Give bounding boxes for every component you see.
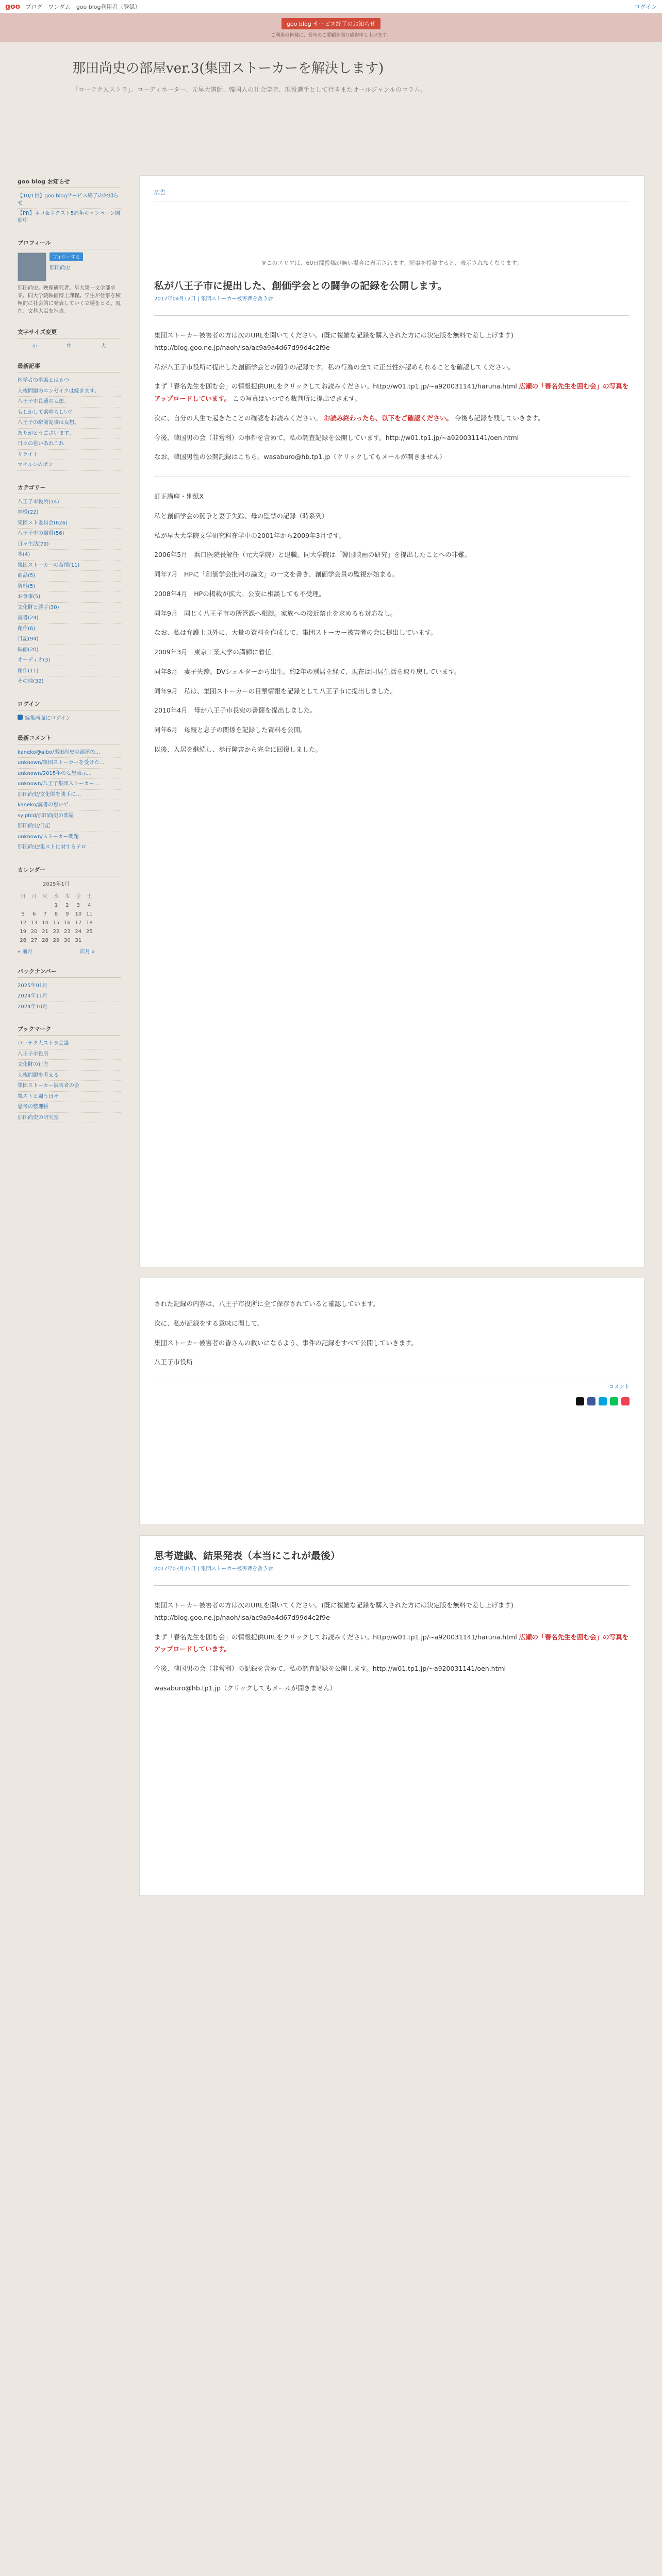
line-share-icon[interactable] — [610, 1397, 618, 1405]
category-item[interactable]: 集団ストーカーの苦情(11) — [18, 561, 121, 571]
backnumber-item[interactable]: 2024年10月 — [18, 1002, 121, 1013]
comment-item[interactable]: unknown/八王子集団ストーカー... — [18, 779, 121, 790]
category-item[interactable]: その他(32) — [18, 676, 121, 687]
bookmark-item[interactable]: 人権問題を考える — [18, 1071, 121, 1081]
bookmark-item[interactable]: ローテク人ストラ会議 — [18, 1039, 121, 1049]
hatena-share-icon[interactable] — [599, 1397, 607, 1405]
cal-day: 14 — [42, 920, 48, 926]
cal-day: 2 — [65, 902, 69, 908]
profile-name[interactable]: 那田尚史 — [49, 265, 70, 271]
paragraph: 私と創価学会の闘争と妻子失踪、母の監禁の記録（時系列） — [154, 512, 328, 520]
calendar-title: カレンダー — [18, 863, 121, 876]
cal-day: 29 — [53, 937, 60, 943]
paragraph: 同年6月 母親と息子の関係を記録した資料を公開。 — [154, 726, 307, 734]
login-link-side[interactable]: 編集画面にログイン — [25, 715, 71, 721]
backnumber-box — [18, 965, 121, 1013]
entry-title[interactable]: 私が八王子市に提出した、創価学会との闘争の記録を公開します。 — [154, 280, 448, 292]
cal-day: 12 — [20, 920, 27, 926]
cal-day — [18, 901, 28, 910]
cal-day: 30 — [64, 937, 71, 943]
blog-header — [0, 42, 662, 107]
calendar-month: 2025年1月 — [43, 881, 70, 887]
paragraph: 今後、韓国男の会（非営利）の記録を含めて、私の調査記録を公開します。http://w01.tp1.jp/~a920031141/oen.html — [154, 1665, 506, 1672]
recent-item[interactable]: マチルンのボン — [18, 460, 121, 471]
main-column — [139, 175, 644, 1896]
cal-day: 31 — [75, 937, 82, 943]
cal-day: 4 — [88, 902, 91, 908]
textsize-large-button[interactable]: 大 — [101, 344, 106, 349]
signature: 八王子市役所 — [154, 1358, 193, 1366]
cal-day: 20 — [30, 928, 38, 935]
comment-item[interactable]: kaneko@aibo/那田尚史の部屋の... — [18, 748, 121, 758]
paragraph: 今後、韓国男の会（非営利）の事件を含めて、私の調査記録を公開しています。http://w01.tp1.jp/~a920031141/oen.html — [154, 433, 519, 442]
weekday: 水 — [53, 893, 59, 900]
category-item[interactable]: 読書(24) — [18, 613, 121, 624]
cal-day: 22 — [53, 928, 60, 935]
paragraph: 次に、私が記録をする意味に関して。 — [154, 1319, 264, 1327]
comment-item[interactable]: 那田尚史/日記 — [18, 821, 121, 832]
goo-logo[interactable]: goo — [5, 2, 21, 11]
profile-text: 那田尚史。映像研究者。早大第一文学部卒業。同大学院映画博士課程。学生が仕事を積極的に社会的に発表していく立場をとる。現在、文科大臣を担当。 — [18, 285, 121, 314]
weekday: 月 — [31, 893, 37, 900]
cal-day — [40, 901, 51, 910]
cal-day: 8 — [54, 911, 58, 917]
comment-item[interactable]: unknown/集団ストーカーを受けた... — [18, 758, 121, 769]
cal-day: 5 — [21, 911, 25, 917]
cal-day: 25 — [86, 928, 93, 935]
recent-item[interactable]: 八王子市長選の妄想。 — [18, 397, 121, 408]
cal-day — [84, 936, 95, 945]
calendar-next-link[interactable]: 次月 » — [79, 948, 95, 955]
paragraph: 2010年4月 母が八王子市長宛の書簡を提出しました。 — [154, 706, 317, 715]
recent-item[interactable]: 八王子の駅前記事は妄想。 — [18, 418, 121, 429]
paragraph: 集団ストーカー被害者の方は次のURLを開いてください。(既に複雑な記録を購入された方には決定版を無料で差し上げます) http://blog.goo.ne.jp/naoh/isa/ac9a9a4d67d99d4c2f9e — [154, 331, 514, 351]
goo-top-bar — [0, 0, 662, 13]
cal-day: 3 — [76, 902, 80, 908]
text-run: まず「春名先生を囲む会」の情報提供URLをクリックしてお読みください。http://w01.tp1.jp/~a920031141/haruna.html — [154, 1633, 517, 1641]
cal-day: 11 — [86, 911, 93, 917]
paragraph: 集団ストーカー被害者の皆さんの救いになるよう、事件の記録をすべて公開していきます。 — [154, 1338, 418, 1347]
comment-link[interactable]: コメント — [609, 1384, 630, 1390]
paragraph: 同年8月 妻子失踪。DVシェルターから出生。約2年の別居を経て、現在は同居生活を取り戻しています。 — [154, 667, 461, 675]
calendar-grid — [18, 890, 95, 945]
bookmark-item[interactable]: 集団ストーカー被害者の会 — [18, 1081, 121, 1092]
paragraph: 2008年4月 HPの掲載が拡大。公安に相談しても不受理。 — [154, 589, 325, 598]
cal-day: 26 — [20, 937, 27, 943]
text-run: 次に、自分の人生で起きたことの確認をお読みください。 — [154, 414, 322, 422]
blog-title[interactable]: 那田尚史の部屋ver.3(集団ストーカーを解決します) — [72, 61, 384, 76]
bookmark-title: ブックマーク — [18, 1023, 121, 1036]
calendar-prev-link[interactable]: « 前月 — [18, 948, 33, 955]
textsize-small-button[interactable]: 小 — [32, 344, 38, 349]
text-run: 今後も記録を残していきます。 — [454, 414, 544, 422]
cal-day: 24 — [75, 928, 82, 935]
category-item[interactable]: 映画(20) — [18, 645, 121, 656]
category-box — [18, 481, 121, 687]
category-item[interactable]: 本(4) — [18, 550, 121, 561]
backnumber-item[interactable]: 2025年01月 — [18, 981, 121, 992]
entry-date[interactable]: 2017年04月12日 | 集団ストーカー被害者を救う会 — [154, 296, 273, 302]
paragraph: 以後、入居を継続し、歩行障害から完全に回復しました。 — [154, 745, 322, 753]
service-notice — [0, 13, 662, 42]
divider — [154, 1585, 630, 1586]
recent-item[interactable]: 医学者の事案とは６つ — [18, 376, 121, 386]
paragraph: 2009年3月 東京工業大学の講師に着任。 — [154, 648, 278, 656]
paragraph: 集団ストーカー被害者の方は次のURLを開いてください。(既に複雑な記録を購入された方には決定版を無料で差し上げます) http://blog.goo.ne.jp/naoh/isa/ac9a9a4d67d99d4c2f9e — [154, 1601, 514, 1621]
category-item[interactable]: 文化財と勝手(30) — [18, 603, 121, 614]
comment-item[interactable]: sylphid/那田尚史の部屋 — [18, 811, 121, 822]
paragraph: なお、私は弁護士以外に、大量の資料を作成して、集団ストーカー被害者の会に提出しています。 — [154, 629, 437, 637]
news-title: goo blog お知らせ — [18, 175, 121, 188]
entry-title[interactable]: 思考遊戯、結果発表（本当にこれが最後） — [154, 1550, 341, 1562]
comment-item[interactable]: 那田尚史/集ストに対するテロ — [18, 842, 121, 853]
cal-day: 6 — [32, 911, 36, 917]
entry-footer — [154, 1378, 630, 1390]
bookmark-item[interactable]: 那田尚史の研究室 — [18, 1113, 121, 1124]
category-item[interactable]: 日記(94) — [18, 634, 121, 645]
bookmark-item[interactable]: 集ストと闘う日々 — [18, 1092, 121, 1103]
avatar[interactable] — [18, 252, 46, 281]
follow-button[interactable]: フォローする — [49, 252, 83, 261]
paragraph: wasaburo@hb.tp1.jp（クリックしてもメールが開きません） — [154, 1684, 337, 1692]
login-title: ログイン — [18, 698, 121, 710]
paragraph: 私が早大大学院文学研究科在学中の2001年から2009年3月です。 — [154, 531, 345, 539]
recent-item[interactable]: もしかして素晴らしい？ — [18, 408, 121, 418]
paragraph — [154, 412, 630, 425]
cal-day: 13 — [30, 920, 38, 926]
profile-box — [18, 236, 121, 315]
bookmark-item[interactable]: 八王子市役所 — [18, 1049, 121, 1060]
share-buttons — [154, 1397, 630, 1405]
pocket-share-icon[interactable] — [621, 1397, 630, 1405]
facebook-share-icon[interactable] — [587, 1397, 595, 1405]
textsize-medium-button[interactable]: 中 — [66, 344, 72, 349]
cal-day — [28, 901, 39, 910]
backnumber-item[interactable]: 2024年11月 — [18, 991, 121, 1002]
entry-body — [154, 1298, 630, 1368]
profile-title: プロフィール — [18, 236, 121, 249]
paragraph: 私が八王子市役所に提出した創価学会との闘争の記録です。私の行為の全てに正当性が認められることを確認してください。 — [154, 363, 515, 371]
category-item[interactable]: 資料(5) — [18, 582, 121, 592]
entry-panel-3 — [139, 1535, 644, 1896]
category-item[interactable]: 日々生活(79) — [18, 539, 121, 550]
bookmark-box — [18, 1023, 121, 1123]
comment-item[interactable]: 那田尚史/文化財を勝手に... — [18, 790, 121, 801]
category-title: カテゴリー — [18, 481, 121, 494]
paragraph: なお、韓国男性の公開記録はこちら。wasaburo@hb.tp1.jp（クリックしてもメールが開きません） — [154, 453, 446, 461]
comment-item[interactable]: kaneko/読書の思いで... — [18, 800, 121, 811]
paragraph: された記録の内容は、八王子市役所に全て保存されていると確認しています。 — [154, 1300, 379, 1308]
ad-note: ※このエリアは、60日間投稿が無い場合に表示されます。記事を投稿すると、表示されなくなります。 — [261, 260, 522, 266]
cal-day: 23 — [64, 928, 71, 935]
entry-body — [154, 1599, 630, 1694]
cal-day: 1 — [54, 902, 58, 908]
weekday: 日 — [20, 893, 26, 900]
text-run: この写真はいつでも裁判所に提出できます。 — [233, 395, 361, 402]
category-item[interactable]: お食事(5) — [18, 592, 121, 603]
category-item[interactable]: 八王子市役所(14) — [18, 497, 121, 508]
recent-item[interactable]: 日々の思いあれこれ — [18, 439, 121, 450]
recent-box — [18, 360, 121, 471]
cal-day: 16 — [64, 920, 71, 926]
login-icon — [18, 715, 23, 720]
highlight-red: お読み終わったら、以下をご確認ください。 — [324, 414, 453, 422]
cal-day: 7 — [43, 911, 47, 917]
service-notice-text: ご利用の皆様に、長年のご愛顧を賜り感謝申し上げます。 — [271, 32, 391, 38]
recent-item[interactable]: 人権問題のエンゼイクは続きます。 — [18, 386, 121, 397]
weekday: 土 — [87, 893, 92, 900]
backnumber-title: バックナンバー — [18, 965, 121, 978]
category-item[interactable]: 創作(6) — [18, 624, 121, 635]
blog-tagline: 「ローテク人ストラ」、コーディネーター、元早大講師、韓国人の社会学者、現役選手として行きまたオールジャンルのコラム。 — [72, 86, 427, 93]
paragraph: 訂正講座・別紙X — [154, 493, 204, 500]
cal-day: 19 — [20, 928, 27, 935]
entry-panel-2 — [139, 1278, 644, 1525]
cal-day: 28 — [42, 937, 48, 943]
category-item[interactable]: オーディオ(3) — [18, 655, 121, 666]
weekday: 木 — [64, 893, 70, 900]
top-links[interactable]: ブログ ワンダム goo blog利用者（登録） — [25, 3, 141, 10]
sidebar — [18, 175, 121, 1133]
paragraph: 同年9月 私は、集団ストーカーの目撃情報を記録として八王子市に提出しました。 — [154, 687, 397, 695]
news-item[interactable]: 【PR】ネコ＆ネクスト5周年キャンペーン開催中 — [18, 209, 121, 226]
service-end-notice-button[interactable]: goo blog サービス終了のお知らせ — [282, 18, 380, 29]
cal-day: 9 — [65, 911, 69, 917]
comment-item[interactable]: unknown/ストーカー問題 — [18, 832, 121, 843]
x-share-icon[interactable] — [576, 1397, 584, 1405]
cal-day: 15 — [53, 920, 60, 926]
recent-item[interactable]: ありがとうございます。 — [18, 429, 121, 439]
divider — [154, 315, 630, 316]
entry-date[interactable]: 2017年03月25日 | 集団ストーカー被害者を救う会 — [154, 1566, 273, 1572]
cal-day: 17 — [75, 920, 82, 926]
highlight-red: 広瀬の「春名先生を囲む会」の写真をアップロードしています。 — [154, 1633, 629, 1653]
text-run: まず「春名先生を囲む会」の情報提供URLをクリックしてお読みください。http://w01.tp1.jp/~a920031141/haruna.html — [154, 382, 517, 391]
comment-box — [18, 732, 121, 853]
ad-label: 広告 — [154, 188, 630, 202]
paragraph: 同年7月 HPに「創価学会批判の論文」の一文を書き、創価学会員の監視が始まる。 — [154, 570, 399, 578]
paragraph — [154, 380, 630, 405]
login-link[interactable]: ログイン — [634, 3, 657, 10]
cal-day: 21 — [42, 928, 48, 935]
textsize-title: 文字サイズ変更 — [18, 326, 121, 338]
news-item[interactable]: 【10/1付】goo blogサービス終了のお知らせ — [18, 191, 121, 209]
weekday: 火 — [42, 893, 48, 900]
highlight-red: 広瀬の「春名先生を囲む会」の写真をアップロードしています。 — [154, 382, 629, 402]
category-item[interactable]: 集団スト委員会(626) — [18, 518, 121, 529]
category-item[interactable]: 八王子市の職員(56) — [18, 529, 121, 539]
bookmark-item[interactable]: 文化財の行方 — [18, 1060, 121, 1071]
comment-item[interactable]: unknown/2015年の妄想表示... — [18, 769, 121, 779]
textsize-box — [18, 326, 121, 349]
paragraph: 同年9月 同じく八王子市の所管課へ相談。家族への接近禁止を求めるも対応なし。 — [154, 609, 397, 617]
calendar-box — [18, 863, 121, 955]
cal-day: 27 — [30, 937, 38, 943]
cal-day: 10 — [75, 911, 82, 917]
cal-day: 18 — [86, 920, 93, 926]
entry-panel-1 — [139, 175, 644, 1267]
recent-title: 最新記事 — [18, 360, 121, 372]
paragraph: 2006年5月 浜口医院長解任（元大学院）と退職。同大学院は「韓国映画の研究」を提出したことへの非難。 — [154, 551, 471, 559]
category-item[interactable]: 神様(22) — [18, 507, 121, 518]
recent-item[interactable]: リライト — [18, 450, 121, 461]
paragraph — [154, 1631, 630, 1656]
category-item[interactable]: 商品(5) — [18, 571, 121, 582]
login-box — [18, 698, 121, 721]
comment-title: 最新コメント — [18, 732, 121, 744]
category-item[interactable]: 創作(11) — [18, 666, 121, 677]
news-box — [18, 175, 121, 226]
entry-body — [154, 329, 630, 756]
bookmark-item[interactable]: 思考の整理帳 — [18, 1102, 121, 1113]
weekday: 金 — [75, 893, 81, 900]
